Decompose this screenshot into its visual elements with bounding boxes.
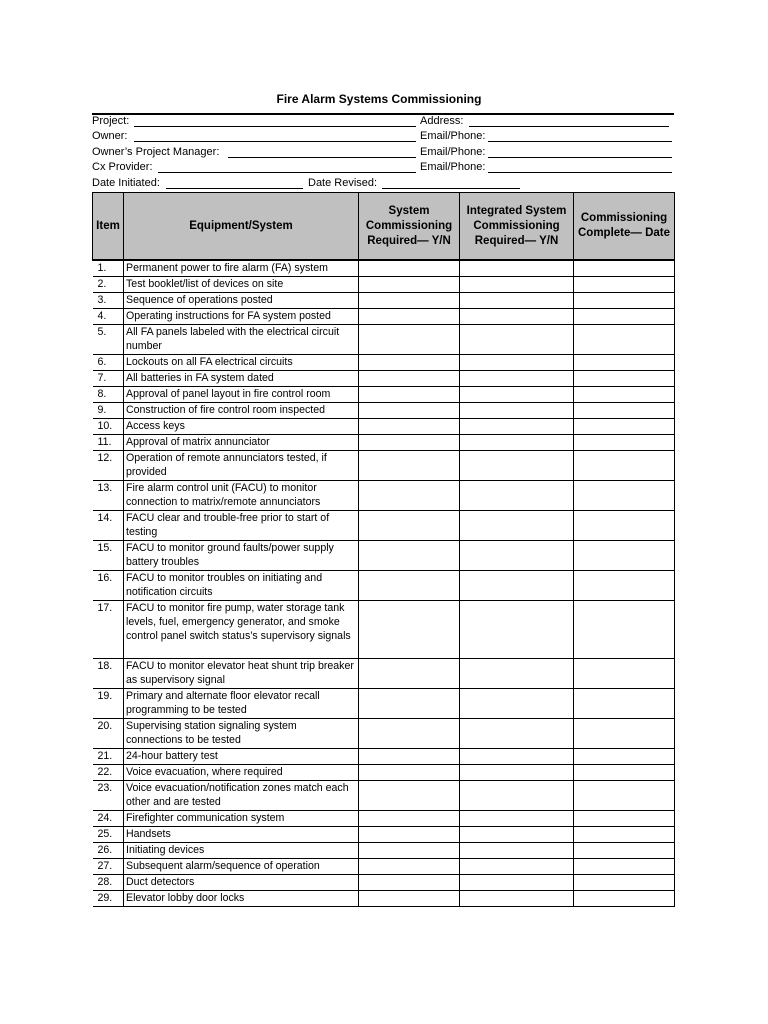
item-number: 20. xyxy=(93,719,124,749)
complete-date-cell[interactable] xyxy=(574,371,675,387)
system-cx-cell[interactable] xyxy=(359,749,460,765)
table-row xyxy=(93,811,675,827)
project-row xyxy=(92,114,674,130)
integrated-cx-cell[interactable] xyxy=(460,293,574,309)
item-number: 19. xyxy=(93,689,124,719)
table-row xyxy=(93,260,675,277)
integrated-cx-cell[interactable] xyxy=(460,260,574,277)
system-cx-cell[interactable] xyxy=(359,811,460,827)
column-header-integrated-cx: Integrated System Commissioning Required— Y/N xyxy=(460,193,574,261)
owner-label: Owner: xyxy=(92,130,128,142)
system-cx-cell[interactable] xyxy=(359,827,460,843)
system-cx-cell[interactable] xyxy=(359,419,460,435)
table-row xyxy=(93,541,675,571)
equipment-system-cell: Approval of panel layout in fire control room xyxy=(124,387,359,403)
dates-row xyxy=(92,176,674,192)
equipment-system-cell: Lockouts on all FA electrical circuits xyxy=(124,355,359,371)
integrated-cx-cell[interactable] xyxy=(460,403,574,419)
item-number: 9. xyxy=(93,403,124,419)
cx-email-field[interactable] xyxy=(488,172,672,173)
equipment-system-cell: Handsets xyxy=(124,827,359,843)
system-cx-cell[interactable] xyxy=(359,859,460,875)
project-label: Project: xyxy=(92,115,130,127)
complete-date-cell[interactable] xyxy=(574,781,675,811)
integrated-cx-cell[interactable] xyxy=(460,891,574,907)
complete-date-cell[interactable] xyxy=(574,719,675,749)
table-row xyxy=(93,511,675,541)
item-number: 13. xyxy=(93,481,124,511)
equipment-system-cell: Initiating devices xyxy=(124,843,359,859)
table-row xyxy=(93,719,675,749)
address-field[interactable] xyxy=(469,126,669,127)
complete-date-cell[interactable] xyxy=(574,859,675,875)
integrated-cx-cell[interactable] xyxy=(460,511,574,541)
column-header-equipment: Equipment/System xyxy=(124,193,359,261)
table-row xyxy=(93,325,675,355)
integrated-cx-cell[interactable] xyxy=(460,843,574,859)
equipment-system-cell: Operation of remote annunciators tested, if provided xyxy=(124,451,359,481)
complete-date-cell[interactable] xyxy=(574,843,675,859)
equipment-system-cell: Duct detectors xyxy=(124,875,359,891)
table-row xyxy=(93,601,675,659)
complete-date-cell[interactable] xyxy=(574,811,675,827)
pm-field[interactable] xyxy=(228,157,416,158)
page-title: Fire Alarm Systems Commissioning xyxy=(276,92,482,106)
owner-field[interactable] xyxy=(134,141,416,142)
column-header-system-cx: System Commissioning Required— Y/N xyxy=(359,193,460,261)
equipment-system-cell: FACU to monitor elevator heat shunt trip breaker as supervisory signal xyxy=(124,659,359,689)
equipment-system-cell: Voice evacuation/notification zones match each other and are tested xyxy=(124,781,359,811)
integrated-cx-cell[interactable] xyxy=(460,355,574,371)
complete-date-cell[interactable] xyxy=(574,325,675,355)
item-number: 17. xyxy=(93,601,124,659)
complete-date-cell[interactable] xyxy=(574,435,675,451)
integrated-cx-cell[interactable] xyxy=(460,309,574,325)
complete-date-cell[interactable] xyxy=(574,827,675,843)
integrated-cx-cell[interactable] xyxy=(460,571,574,601)
integrated-cx-cell[interactable] xyxy=(460,765,574,781)
system-cx-cell[interactable] xyxy=(359,511,460,541)
system-cx-cell[interactable] xyxy=(359,601,460,659)
system-cx-cell[interactable] xyxy=(359,689,460,719)
item-number: 22. xyxy=(93,765,124,781)
equipment-system-cell: Elevator lobby door locks xyxy=(124,891,359,907)
integrated-cx-cell[interactable] xyxy=(460,371,574,387)
table-row xyxy=(93,403,675,419)
table-row xyxy=(93,293,675,309)
integrated-cx-cell[interactable] xyxy=(460,781,574,811)
item-number: 7. xyxy=(93,371,124,387)
integrated-cx-cell[interactable] xyxy=(460,827,574,843)
complete-date-cell[interactable] xyxy=(574,875,675,891)
item-number: 1. xyxy=(93,260,124,277)
integrated-cx-cell[interactable] xyxy=(460,435,574,451)
table-row xyxy=(93,859,675,875)
system-cx-cell[interactable] xyxy=(359,387,460,403)
table-row xyxy=(93,435,675,451)
equipment-system-cell: Primary and alternate floor elevator recall programming to be tested xyxy=(124,689,359,719)
system-cx-cell[interactable] xyxy=(359,659,460,689)
table-row xyxy=(93,765,675,781)
equipment-system-cell: Approval of matrix annunciator xyxy=(124,435,359,451)
table-body xyxy=(93,260,675,907)
table-row xyxy=(93,659,675,689)
table-row xyxy=(93,571,675,601)
integrated-cx-cell[interactable] xyxy=(460,689,574,719)
equipment-system-cell: Test booklet/list of devices on site xyxy=(124,277,359,293)
item-number: 8. xyxy=(93,387,124,403)
system-cx-cell[interactable] xyxy=(359,325,460,355)
owner-row xyxy=(92,129,674,145)
system-cx-cell[interactable] xyxy=(359,481,460,511)
system-cx-cell[interactable] xyxy=(359,355,460,371)
table-row xyxy=(93,355,675,371)
integrated-cx-cell[interactable] xyxy=(460,811,574,827)
integrated-cx-cell[interactable] xyxy=(460,749,574,765)
complete-date-cell[interactable] xyxy=(574,749,675,765)
item-number: 14. xyxy=(93,511,124,541)
column-header-item: Item xyxy=(93,193,124,261)
system-cx-cell[interactable] xyxy=(359,309,460,325)
item-number: 27. xyxy=(93,859,124,875)
table-row xyxy=(93,371,675,387)
equipment-system-cell: Fire alarm control unit (FACU) to monitor connection to matrix/remote annunciators xyxy=(124,481,359,511)
equipment-system-cell: Construction of fire control room inspected xyxy=(124,403,359,419)
item-number: 23. xyxy=(93,781,124,811)
item-number: 15. xyxy=(93,541,124,571)
owner-email-field[interactable] xyxy=(488,141,672,142)
equipment-system-cell: FACU to monitor troubles on initiating and notification circuits xyxy=(124,571,359,601)
complete-date-cell[interactable] xyxy=(574,571,675,601)
equipment-system-cell: Voice evacuation, where required xyxy=(124,765,359,781)
table-row xyxy=(93,451,675,481)
item-number: 25. xyxy=(93,827,124,843)
date-revised-label: Date Revised: xyxy=(308,177,378,189)
complete-date-cell[interactable] xyxy=(574,511,675,541)
integrated-cx-cell[interactable] xyxy=(460,277,574,293)
integrated-cx-cell[interactable] xyxy=(460,387,574,403)
cx-field[interactable] xyxy=(158,172,416,173)
complete-date-cell[interactable] xyxy=(574,419,675,435)
system-cx-cell[interactable] xyxy=(359,451,460,481)
item-number: 10. xyxy=(93,419,124,435)
equipment-system-cell: Operating instructions for FA system posted xyxy=(124,309,359,325)
item-number: 16. xyxy=(93,571,124,601)
system-cx-cell[interactable] xyxy=(359,541,460,571)
table-row xyxy=(93,875,675,891)
complete-date-cell[interactable] xyxy=(574,277,675,293)
pm-email-label: Email/Phone: xyxy=(420,146,486,158)
integrated-cx-cell[interactable] xyxy=(460,419,574,435)
equipment-system-cell: Permanent power to fire alarm (FA) system xyxy=(124,260,359,277)
date-revised-field[interactable] xyxy=(382,188,520,189)
complete-date-cell[interactable] xyxy=(574,541,675,571)
item-number: 4. xyxy=(93,309,124,325)
table-row xyxy=(93,781,675,811)
equipment-system-cell: FACU to monitor ground faults/power supply battery troubles xyxy=(124,541,359,571)
item-number: 11. xyxy=(93,435,124,451)
complete-date-cell[interactable] xyxy=(574,689,675,719)
complete-date-cell[interactable] xyxy=(574,451,675,481)
system-cx-cell[interactable] xyxy=(359,435,460,451)
cx-row xyxy=(92,160,674,176)
cx-email-label: Email/Phone: xyxy=(420,161,486,173)
table-row xyxy=(93,309,675,325)
system-cx-cell[interactable] xyxy=(359,403,460,419)
table-row xyxy=(93,387,675,403)
equipment-system-cell: Sequence of operations posted xyxy=(124,293,359,309)
table-row xyxy=(93,891,675,907)
complete-date-cell[interactable] xyxy=(574,481,675,511)
integrated-cx-cell[interactable] xyxy=(460,719,574,749)
equipment-system-cell: Firefighter communication system xyxy=(124,811,359,827)
item-number: 5. xyxy=(93,325,124,355)
pm-label: Owner’s Project Manager: xyxy=(92,146,220,158)
system-cx-cell[interactable] xyxy=(359,875,460,891)
cx-label: Cx Provider: xyxy=(92,161,153,173)
owner-email-label: Email/Phone: xyxy=(420,130,486,142)
equipment-system-cell: Access keys xyxy=(124,419,359,435)
integrated-cx-cell[interactable] xyxy=(460,875,574,891)
equipment-system-cell: FACU clear and trouble-free prior to start of testing xyxy=(124,511,359,541)
date-initiated-field[interactable] xyxy=(166,188,303,189)
equipment-system-cell: 24-hour battery test xyxy=(124,749,359,765)
system-cx-cell[interactable] xyxy=(359,371,460,387)
item-number: 24. xyxy=(93,811,124,827)
system-cx-cell[interactable] xyxy=(359,571,460,601)
equipment-system-cell: Subsequent alarm/sequence of operation xyxy=(124,859,359,875)
item-number: 3. xyxy=(93,293,124,309)
commissioning-table xyxy=(92,192,675,907)
equipment-system-cell: All FA panels labeled with the electrical circuit number xyxy=(124,325,359,355)
item-number: 29. xyxy=(93,891,124,907)
table-row xyxy=(93,749,675,765)
table-row xyxy=(93,277,675,293)
item-number: 2. xyxy=(93,277,124,293)
complete-date-cell[interactable] xyxy=(574,293,675,309)
pm-email-field[interactable] xyxy=(488,157,672,158)
project-field[interactable] xyxy=(134,126,416,127)
table-row xyxy=(93,827,675,843)
pm-row xyxy=(92,145,674,161)
complete-date-cell[interactable] xyxy=(574,260,675,277)
equipment-system-cell: FACU to monitor fire pump, water storage tank levels, fuel, emergency generator, and smoke control panel switch status’s supervisory signals xyxy=(124,601,359,659)
table-row xyxy=(93,419,675,435)
item-number: 6. xyxy=(93,355,124,371)
complete-date-cell[interactable] xyxy=(574,387,675,403)
integrated-cx-cell[interactable] xyxy=(460,601,574,659)
item-number: 26. xyxy=(93,843,124,859)
system-cx-cell[interactable] xyxy=(359,277,460,293)
complete-date-cell[interactable] xyxy=(574,891,675,907)
system-cx-cell[interactable] xyxy=(359,891,460,907)
integrated-cx-cell[interactable] xyxy=(460,325,574,355)
item-number: 21. xyxy=(93,749,124,765)
system-cx-cell[interactable] xyxy=(359,781,460,811)
integrated-cx-cell[interactable] xyxy=(460,451,574,481)
complete-date-cell[interactable] xyxy=(574,355,675,371)
complete-date-cell[interactable] xyxy=(574,659,675,689)
table-row xyxy=(93,481,675,511)
date-initiated-label: Date Initiated: xyxy=(92,177,160,189)
item-number: 28. xyxy=(93,875,124,891)
equipment-system-cell: Supervising station signaling system connections to be tested xyxy=(124,719,359,749)
system-cx-cell[interactable] xyxy=(359,843,460,859)
system-cx-cell[interactable] xyxy=(359,293,460,309)
item-number: 18. xyxy=(93,659,124,689)
column-header-complete-date: Commissioning Complete— Date xyxy=(574,193,675,261)
item-number: 12. xyxy=(93,451,124,481)
integrated-cx-cell[interactable] xyxy=(460,859,574,875)
complete-date-cell[interactable] xyxy=(574,601,675,659)
table-row xyxy=(93,843,675,859)
complete-date-cell[interactable] xyxy=(574,403,675,419)
system-cx-cell[interactable] xyxy=(359,719,460,749)
integrated-cx-cell[interactable] xyxy=(460,541,574,571)
complete-date-cell[interactable] xyxy=(574,309,675,325)
address-label: Address: xyxy=(420,115,464,127)
system-cx-cell[interactable] xyxy=(359,260,460,277)
table-row xyxy=(93,689,675,719)
system-cx-cell[interactable] xyxy=(359,765,460,781)
integrated-cx-cell[interactable] xyxy=(460,481,574,511)
equipment-system-cell: All batteries in FA system dated xyxy=(124,371,359,387)
complete-date-cell[interactable] xyxy=(574,765,675,781)
integrated-cx-cell[interactable] xyxy=(460,659,574,689)
